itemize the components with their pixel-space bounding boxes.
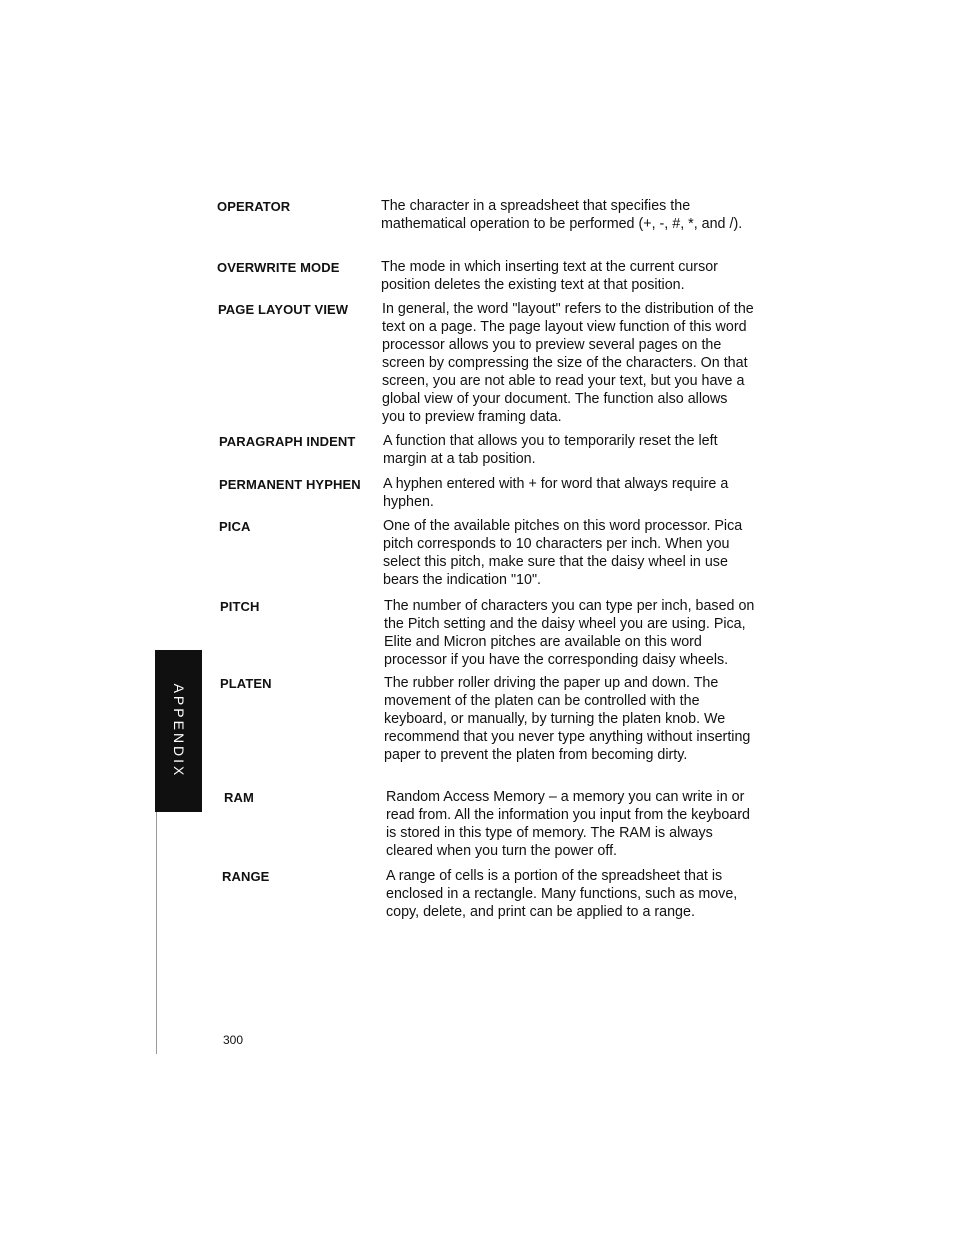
side-tab-label: APPENDIX [170,683,187,779]
glossary-definition: The character in a spreadsheet that specifies the mathematical operation to be performed (+, -, #, *, and /). [381,198,743,232]
glossary-definition: A function that allows you to temporarily reset the left margin at a tab position. [383,433,718,467]
glossary-term: PICA [219,519,251,534]
glossary-definition: A hyphen entered with + for word that always require a hyphen. [383,476,729,510]
glossary-term: PITCH [220,599,260,614]
glossary-definition: A range of cells is a portion of the spreadsheet that is enclosed in a rectangle. Many functions, such as move, copy, delete, and print can be applied to a range. [386,868,738,920]
glossary-term: OPERATOR [217,199,291,214]
glossary-term: PERMANENT HYPHEN [219,477,361,492]
glossary-definition: One of the available pitches on this word processor. Pica pitch corresponds to 10 characters per inch. When you select this pitch, make sure that the daisy wheel in use bears the indication "10". [383,518,743,588]
glossary-definition: The rubber roller driving the paper up and down. The movement of the platen can be controlled with the keyboard, or manually, by turning the platen knob. We recommend that you never type anything without inserting paper to prevent the platen from becoming dirty. [384,675,751,763]
glossary-definition: In general, the word "layout" refers to the distribution of the text on a page. The page layout view function of this word processor allows you to preview several pages on the screen by compressing the size of the characters. On that screen, you are not able to read your text, but you have a global view of your document. The function also allows you to preview framing data. [382,301,754,425]
glossary-term: RANGE [222,869,270,884]
glossary-term: PARAGRAPH INDENT [219,434,356,449]
glossary-definition: The mode in which inserting text at the current cursor position deletes the existing text at that position. [381,259,718,293]
glossary-definition: The number of characters you can type per inch, based on the Pitch setting and the daisy wheel you are using. Pica, Elite and Micron pitches are available on this word processor if you have the corresponding daisy wheels. [384,598,755,668]
glossary-definition: Random Access Memory – a memory you can write in or read from. All the information you input from the keyboard is stored in this type of memory. The RAM is always cleared when you turn the power off. [386,789,750,859]
glossary-term: RAM [224,790,254,805]
glossary-term: OVERWRITE MODE [217,260,340,275]
glossary-term: PAGE LAYOUT VIEW [218,302,349,317]
page-number: 300 [223,1033,244,1047]
glossary-term: PLATEN [220,676,272,691]
